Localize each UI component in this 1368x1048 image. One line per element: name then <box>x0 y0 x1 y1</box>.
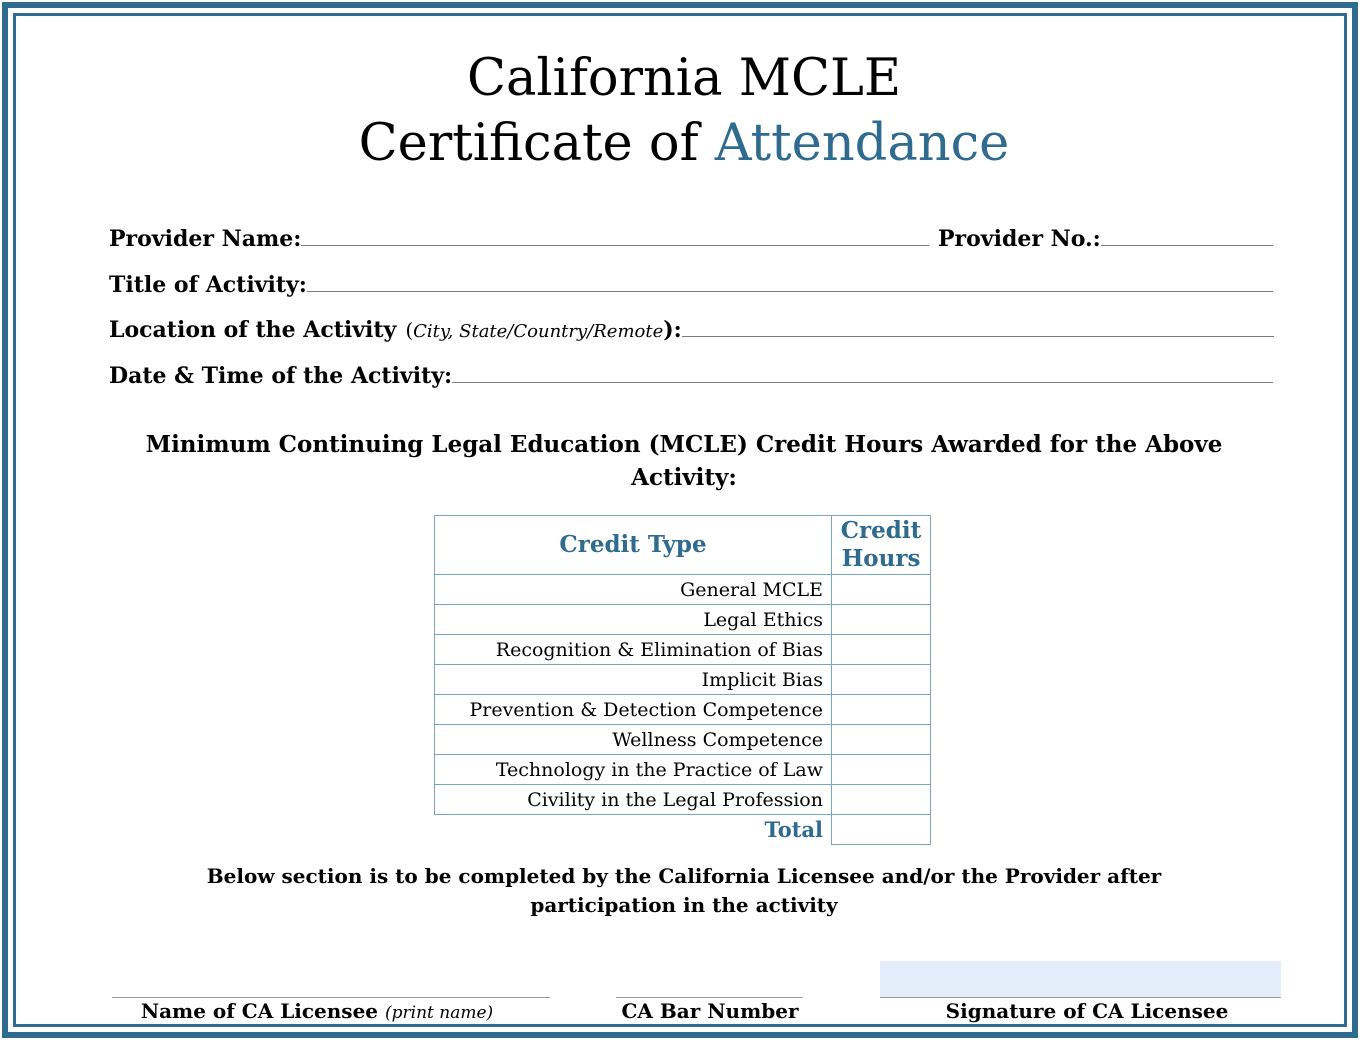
title-of-activity-field[interactable] <box>109 268 1273 298</box>
credit-type-cell: Recognition & Elimination of Bias <box>435 635 832 665</box>
table-row <box>435 755 931 785</box>
table-row <box>435 725 931 755</box>
credit-hours-header <box>832 516 931 575</box>
title-prefix: Certificate of <box>358 114 715 173</box>
date-time-field[interactable] <box>109 359 1273 389</box>
title-of-activity-label: Title of Activity: <box>109 272 307 298</box>
credit-type-cell: Legal Ethics <box>435 605 832 635</box>
credit-hours-table <box>434 515 931 845</box>
location-paren-open: ( <box>405 318 414 342</box>
credit-type-cell: Technology in the Practice of Law <box>435 755 832 785</box>
location-paren-close: ): <box>663 317 682 343</box>
credit-hours-header-line1: Credit <box>840 517 922 544</box>
credit-type-cell: General MCLE <box>435 575 832 605</box>
provider-name-label: Provider Name: <box>109 226 302 252</box>
credit-hours-header-line2: Hours <box>841 545 921 572</box>
licensee-name-note: print name <box>391 1003 487 1023</box>
title-of-activity-line[interactable] <box>307 291 1273 292</box>
provider-no-label: Provider No.: <box>938 226 1101 252</box>
table-row <box>435 665 931 695</box>
date-time-label: Date & Time of the Activity: <box>109 363 453 389</box>
signature-input-field[interactable] <box>880 961 1281 997</box>
credit-hours-cell[interactable] <box>832 695 931 725</box>
credit-type-cell: Prevention & Detection Competence <box>435 695 832 725</box>
table-row <box>435 635 931 665</box>
credit-hours-cell[interactable] <box>832 575 931 605</box>
total-label: Total <box>435 815 832 845</box>
credit-hours-cell[interactable] <box>832 755 931 785</box>
certificate-title-line1: California MCLE <box>466 49 902 108</box>
credit-hours-cell[interactable] <box>832 725 931 755</box>
table-row <box>435 605 931 635</box>
licensee-name-label: Name of CA Licensee (print name) <box>140 999 494 1023</box>
credit-type-cell: Wellness Competence <box>435 725 832 755</box>
certificate-title-line2 <box>0 112 1368 176</box>
licensee-name-text: Name of CA Licensee <box>140 999 379 1023</box>
credit-hours-cell[interactable] <box>832 785 931 815</box>
provider-no-field[interactable] <box>938 222 1273 252</box>
licensee-instructions: Below section is to be completed by the California Licensee and/or the Provider after participation in the activity <box>206 864 1162 917</box>
table-row <box>435 575 931 605</box>
table-row <box>435 695 931 725</box>
provider-name-line[interactable] <box>301 245 929 246</box>
table-row <box>435 785 931 815</box>
bar-number-label: CA Bar Number <box>621 999 799 1023</box>
title-accent: Attendance <box>714 114 1010 173</box>
credit-type-cell: Implicit Bias <box>435 665 832 695</box>
credit-hours-cell[interactable] <box>832 605 931 635</box>
licensee-name-line[interactable] <box>112 997 550 998</box>
credit-hours-cell[interactable] <box>832 665 931 695</box>
table-header-row <box>435 516 931 575</box>
location-label: Location of the Activity <box>109 317 397 343</box>
date-time-line[interactable] <box>452 382 1273 383</box>
signature-label: Signature of CA Licensee <box>945 999 1229 1023</box>
credit-hours-heading: Minimum Continuing Legal Education (MCLE) Credit Hours Awarded for the Above Activity: <box>145 431 1223 491</box>
credit-hours-cell[interactable] <box>832 635 931 665</box>
total-row <box>435 815 931 845</box>
location-line[interactable] <box>682 336 1274 337</box>
provider-no-line[interactable] <box>1101 245 1273 246</box>
credit-type-header: Credit Type <box>435 516 832 575</box>
location-field[interactable] <box>109 313 1274 343</box>
bar-number-line[interactable] <box>616 997 803 998</box>
provider-name-field[interactable] <box>109 222 929 252</box>
total-hours-cell[interactable] <box>832 815 931 845</box>
credit-type-cell: Civility in the Legal Profession <box>435 785 832 815</box>
location-note: City, State/Country/Remote <box>413 321 664 342</box>
signature-line <box>880 997 1281 998</box>
